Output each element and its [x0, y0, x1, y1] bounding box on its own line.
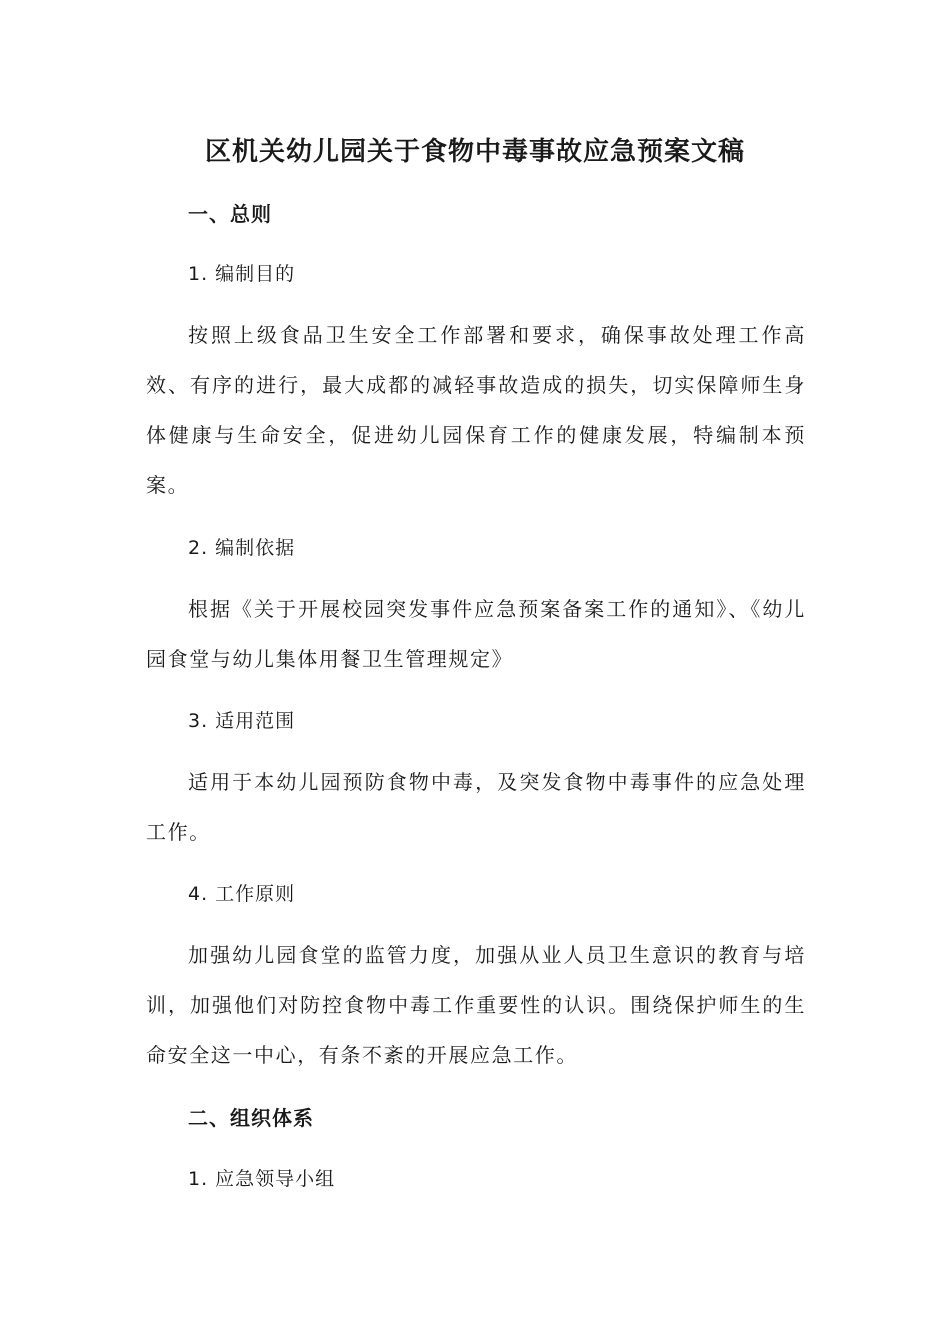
subheading-leadership-group: 1. 应急领导小组 [188, 1168, 336, 1190]
paragraph-principles: 加强幼儿园食堂的监管力度，加强从业人员卫生意识的教育与培训，加强他们对防控食物中毒工作重要性的认识。围绕保护师生的生命安全这一中心，有条不紊的开展应急工作。 [146, 943, 806, 1067]
subheading-basis: 2. 编制依据 [188, 537, 296, 559]
section-heading-general: 一、总则 [188, 202, 272, 226]
subheading-purpose: 1. 编制目的 [188, 263, 296, 285]
subheading-principles: 4. 工作原则 [188, 883, 296, 905]
paragraph-scope: 适用于本幼儿园预防食物中毒，及突发食物中毒事件的应急处理工作。 [146, 770, 806, 844]
section-heading-organization: 二、组织体系 [188, 1106, 314, 1130]
subheading-scope: 3. 适用范围 [188, 710, 296, 732]
paragraph-basis: 根据《关于开展校园突发事件应急预案备案工作的通知》、《幼儿园食堂与幼儿集体用餐卫生管理规定》 [146, 597, 806, 671]
paragraph-purpose: 按照上级食品卫生安全工作部署和要求，确保事故处理工作高效、有序的进行，最大成都的减轻事故造成的损失，切实保障师生身体健康与生命安全，促进幼儿园保育工作的健康发展，特编制本预案。 [146, 323, 806, 497]
document-title: 区机关幼儿园关于食物中毒事故应急预案文稿 [204, 137, 745, 167]
